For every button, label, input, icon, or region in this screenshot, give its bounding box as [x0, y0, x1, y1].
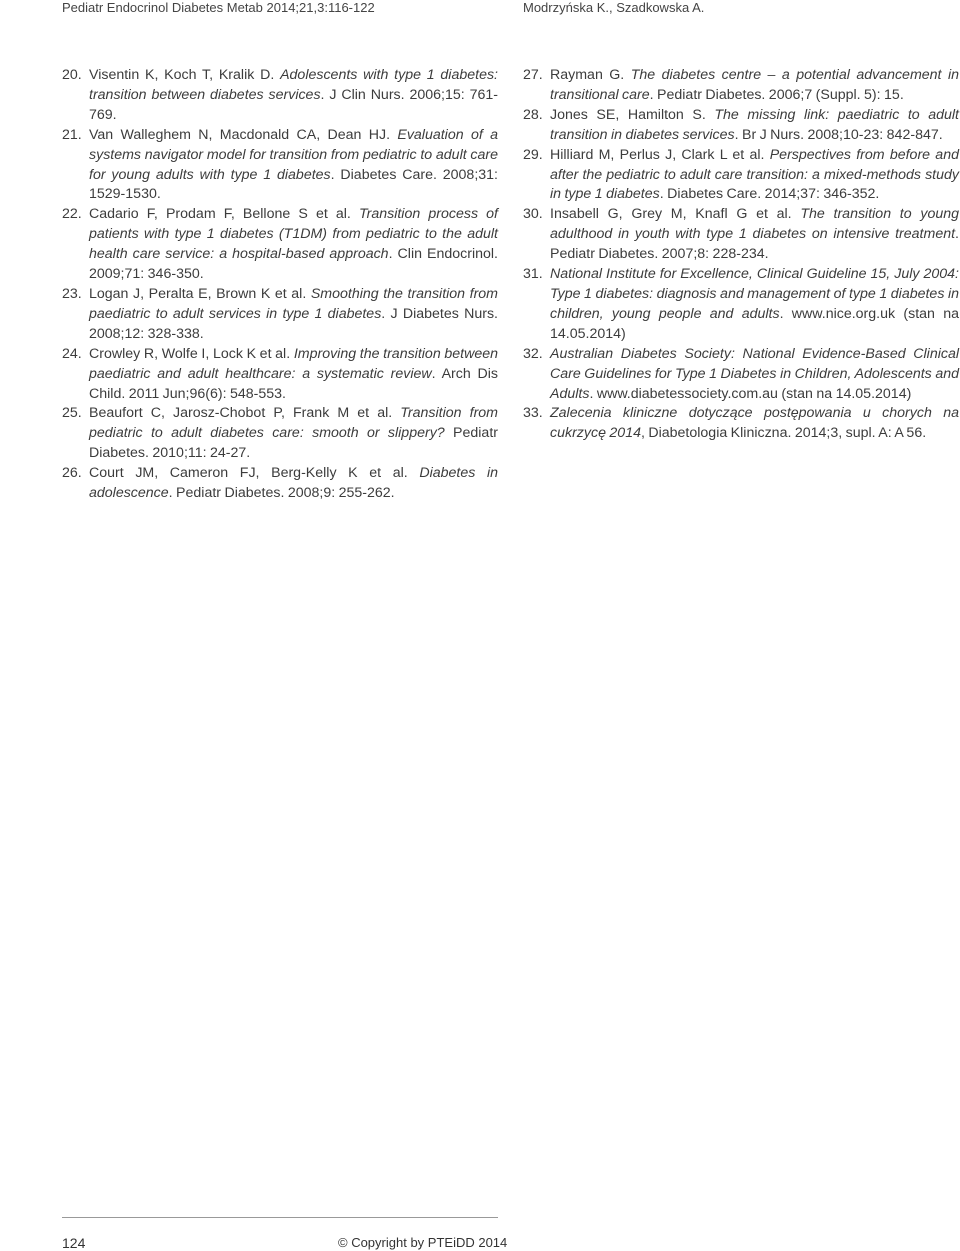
reference-number: 33. — [523, 405, 543, 422]
reference-title: Smoothing the transition from paediatric to adult services in type 1 diabetes — [89, 285, 498, 322]
reference-item — [523, 66, 959, 106]
reference-item — [62, 205, 498, 285]
reference-item — [62, 285, 498, 345]
reference-number: 24. — [62, 345, 82, 362]
reference-number: 21. — [62, 126, 82, 143]
reference-number: 23. — [62, 285, 82, 302]
reference-number: 27. — [523, 67, 543, 83]
reference-source: . J Diabetes Nurs. 2008;12: 328-338. — [89, 305, 498, 342]
reference-authors: Hilliard M, Perlus J, Clark L et al. — [550, 146, 770, 163]
running-header-journal: Pediatr Endocrinol Diabetes Metab 2014;21,3:116-122 — [62, 0, 375, 15]
reference-authors: Logan J, Peralta E, Brown K et al. — [89, 285, 311, 302]
reference-item — [62, 404, 498, 464]
references-column-right — [523, 66, 959, 444]
reference-item — [62, 126, 498, 206]
reference-authors: Van Walleghem N, Macdonald CA, Dean HJ. — [89, 126, 398, 143]
reference-number: 22. — [62, 206, 82, 223]
reference-source: Pediatr Diabetes. 2010;11: 24-27. — [89, 425, 498, 462]
reference-authors: Cadario F, Prodam F, Bellone S et al. — [89, 206, 359, 223]
reference-authors: Beaufort C, Jarosz-Chobot P, Frank M et al. — [89, 405, 401, 422]
reference-source: . J Clin Nurs. 2006;15: 761-769. — [89, 86, 498, 123]
reference-number: 29. — [523, 146, 543, 163]
footer-divider — [62, 1217, 498, 1218]
reference-title: Diabetes in adolescence — [89, 465, 498, 502]
page-number: 124 — [62, 1235, 86, 1251]
reference-authors: Rayman G. — [550, 67, 631, 83]
reference-title: Adolescents with type 1 diabetes: transition between diabetes services — [89, 67, 498, 103]
reference-number: 20. — [62, 67, 82, 83]
reference-source: . www.diabetessociety.com.au (stan na 14.05.2014) — [589, 385, 912, 402]
reference-number: 28. — [523, 106, 543, 123]
copyright-notice: © Copyright by PTEiDD 2014 — [338, 1235, 508, 1250]
reference-item — [62, 345, 498, 405]
running-header-authors: Modrzyńska K., Szadkowska A. — [523, 0, 705, 15]
reference-item — [523, 404, 959, 444]
reference-source: . Diabetes Care. 2008;31: 1529-1530. — [89, 166, 498, 203]
reference-number: 26. — [62, 465, 82, 482]
reference-source: , Diabetologia Kliniczna. 2014;3, supl. A: A 56. — [640, 425, 927, 442]
reference-number: 25. — [62, 405, 82, 422]
reference-title: Improving the transition between paediatric and adult healthcare: a systematic review — [89, 345, 498, 382]
reference-number: 30. — [523, 206, 543, 223]
reference-authors: Crowley R, Wolfe I, Lock K et al. — [89, 345, 294, 362]
reference-title: Zalecenia kliniczne dotyczące postępowania u chorych na cukrzycę 2014 — [550, 405, 959, 442]
reference-source: . Pediatr Diabetes. 2007;8: 228-234. — [550, 226, 959, 263]
reference-title: The diabetes centre – a potential advancement in transitional care — [550, 67, 959, 103]
reference-title: Transition from pediatric to adult diabetes care: smooth or slippery? — [89, 405, 499, 442]
reference-item — [62, 464, 498, 504]
references-column-left — [62, 66, 498, 504]
reference-source: . Arch Dis Child. 2011 Jun;96(6): 548-553. — [89, 365, 498, 402]
reference-source: . Diabetes Care. 2014;37: 346-352. — [659, 186, 880, 203]
reference-item — [62, 66, 498, 126]
reference-source: . www.nice.org.uk (stan na 14.05.2014) — [550, 305, 959, 342]
reference-number: 31. — [523, 266, 543, 283]
reference-title: The transition to young adulthood in youth with type 1 diabetes on intensive treatment — [550, 206, 960, 243]
reference-item — [523, 146, 959, 206]
reference-title: National Institute for Excellence, Clinical Guideline 15, July 2004: Type 1 diabetes: diagnosis and management of type 1 diabetes in children, young people and adults — [550, 266, 959, 322]
reference-item — [523, 106, 959, 146]
reference-source: . Pediatr Diabetes. 2008;9: 255-262. — [168, 485, 395, 502]
reference-title: Perspectives from before and after the pediatric to adult care transition: a mixed-methods study in type 1 diabetes — [550, 146, 959, 203]
reference-item — [523, 345, 959, 405]
reference-authors: Insabell G, Grey M, Knafl G et al. — [550, 206, 801, 223]
reference-source: . Pediatr Diabetes. 2006;7 (Suppl. 5): 15. — [649, 86, 904, 103]
reference-item — [523, 205, 959, 265]
reference-title: Australian Diabetes Society: National Evidence-Based Clinical Care Guidelines for Type 1 Diabetes in Children, Adolescents and Adults — [550, 345, 959, 402]
reference-title: The missing link: paediatric to adult transition in diabetes services — [550, 106, 959, 143]
reference-authors: Visentin K, Koch T, Kralik D. — [89, 67, 281, 83]
reference-authors: Jones SE, Hamilton S. — [550, 106, 715, 123]
reference-number: 32. — [523, 345, 543, 362]
reference-source: . Clin Endocrinol. 2009;71: 346-350. — [89, 246, 498, 283]
reference-authors: Court JM, Cameron FJ, Berg-Kelly K et al. — [89, 465, 420, 482]
reference-title: Evaluation of a systems navigator model for transition from pediatric to adult care for young adults with type 1 diabetes — [89, 126, 498, 183]
reference-title: Transition process of patients with type 1 diabetes (T1DM) from pediatric to the adult health care service: a hospital-based approach — [89, 206, 498, 263]
reference-item — [523, 265, 959, 345]
reference-source: . Br J Nurs. 2008;10-23: 842-847. — [734, 126, 943, 143]
